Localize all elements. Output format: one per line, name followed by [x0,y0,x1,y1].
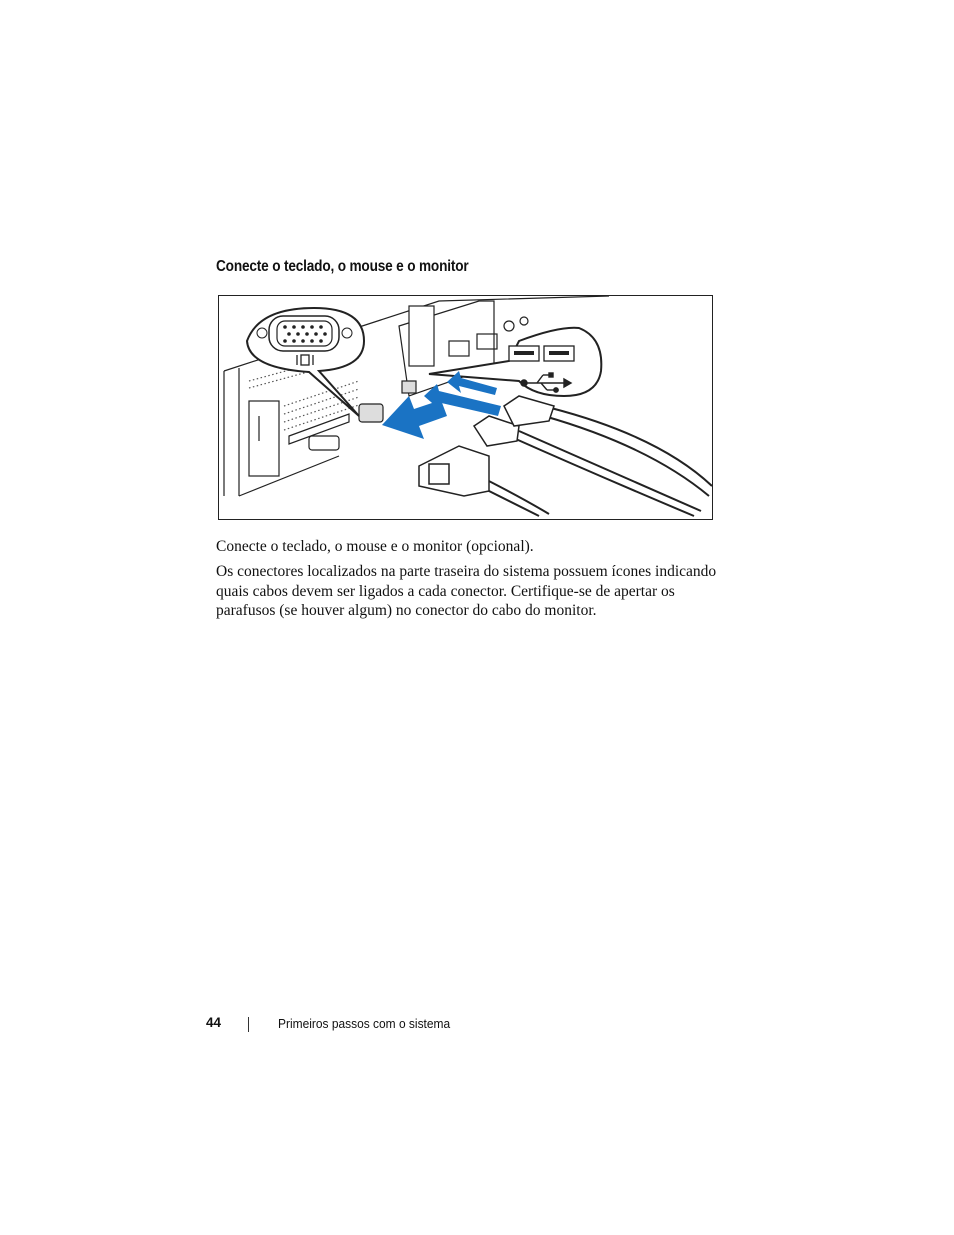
footer-divider [248,1017,249,1032]
footer-section-title: Primeiros passos com o sistema [278,1016,451,1031]
page-number: 44 [206,1015,222,1030]
server-rear-diagram [219,296,712,519]
connection-illustration [218,295,713,520]
section-title: Conecte o teclado, o mouse e o monitor [216,258,469,275]
vga-port-icon [247,308,364,416]
instruction-paragraph-1: Conecte o teclado, o mouse e o monitor (opcional). [216,538,534,555]
instruction-paragraph-2: Os conectores localizados na parte traseira do sistema possuem ícones indicando quais cabos devem ser ligados a cada conector. Certifique-se de apertar os parafusos (se houver algum) no conector do cabo do monitor. [216,563,717,619]
